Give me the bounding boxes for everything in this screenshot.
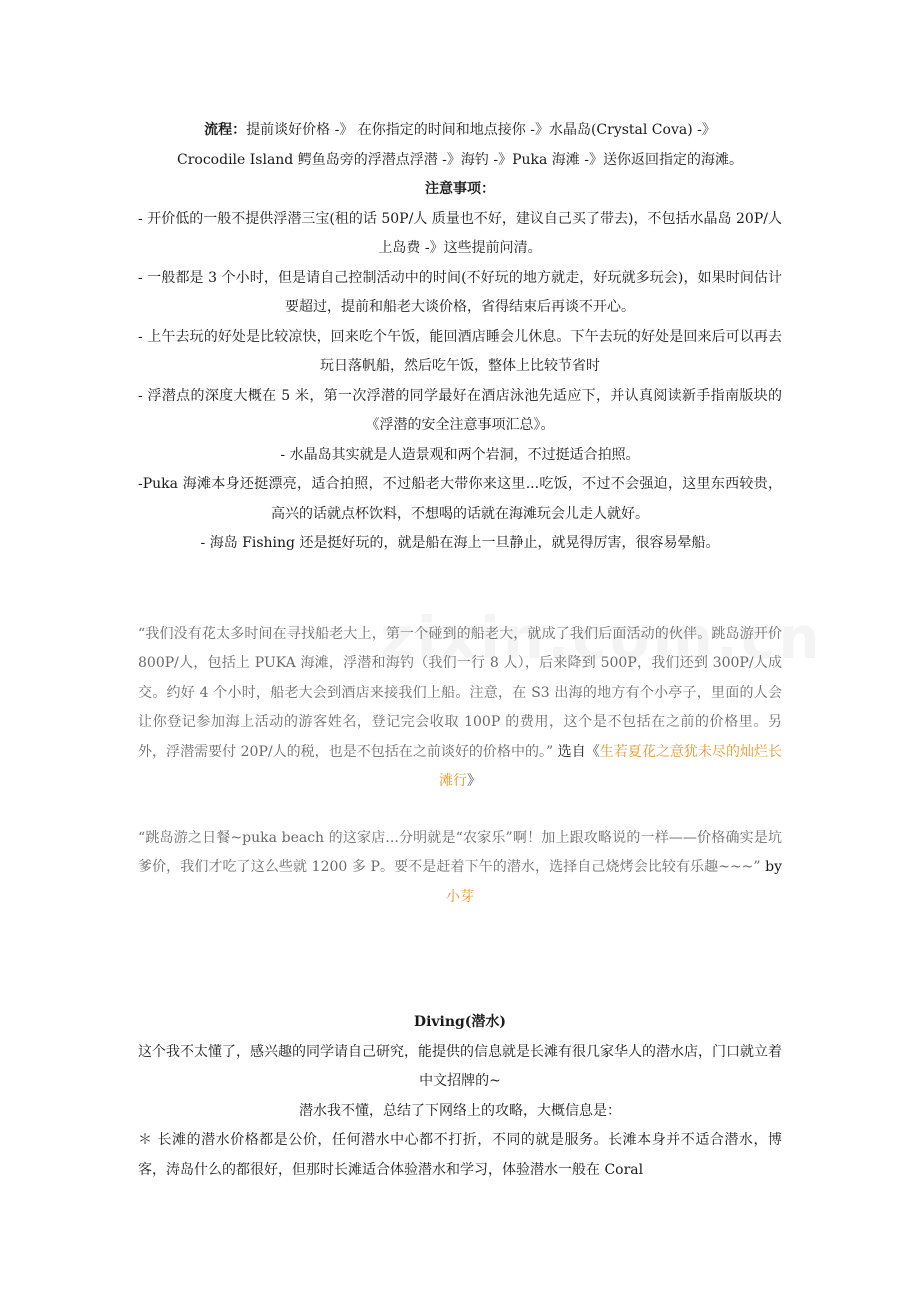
notes-heading: 注意事项：: [425, 181, 495, 197]
note-item: - 浮潜点的深度大概在 5 米，第一次浮潜的同学最好在酒店泳池先适应下，并认真阅读新手指南版块的《浮潜的安全注意事项汇总》。: [138, 387, 782, 433]
process-line-1: [138, 116, 782, 146]
document-page: [138, 116, 782, 1185]
quote-1-source-prefix: 选自《: [553, 743, 600, 760]
quote-2: [138, 824, 782, 913]
diving-paragraph-1: 这个我不太懂了，感兴趣的同学请自己研究，能提供的信息就是长滩有很几家华人的潜水店，门口就立着中文招牌的~: [138, 1043, 782, 1089]
process-text: 提前谈好价格 -》 在你指定的时间和地点接你 -》水晶岛(Crystal Cova) -》: [246, 122, 716, 138]
quote-1-source-link[interactable]: 生若夏花之意犹未尽的灿烂长滩行: [439, 743, 783, 789]
quote-1-text: “我们没有花太多时间在寻找船老大上，第一个碰到的船老大，就成了我们后面活动的伙伴。跳岛游开价 800P/人，包括上 PUKA 海滩，浮潜和海钓（我们一行 8 人），后来降到 500P，我们还到 300P/人成交。约好 4 个小时，船老大会到酒店来接我们上船。注意，在 S3 出海的地方有个小亭子，里面的人会让你登记参加海上活动的游客姓名，登记完会收取 100P 的费用，这个是不包括在之前的价格里。另外，浮潜需要付 20P/人的税，也是不包括在之前谈好的价格中的。”: [138, 625, 782, 760]
note-item: - 上午去玩的好处是比较凉快，回来吃个午饭，能回酒店睡会儿休息。下午去玩的好处是回来后可以再去玩日落帆船，然后吃午饭，整体上比较节省时: [138, 328, 782, 374]
note-item: - 水晶岛其实就是人造景观和两个岩洞，不过挺适合拍照。: [280, 446, 640, 463]
quote-2-by: by: [760, 859, 782, 875]
diving-paragraph-3: ＊ 长滩的潜水价格都是公价，任何潜水中心都不打折，不同的就是服务。长滩本身并不适合潜水，博客，涛岛什么的都很好，但那时长滩适合体验潜水和学习，体验潜水一般在 Coral: [138, 1132, 782, 1178]
note-item: - 海岛 Fishing 还是挺好玩的，就是船在海上一旦静止，就晃得厉害，很容易晕船。: [200, 535, 720, 551]
note-item: -Puka 海滩本身还挺漂亮，适合拍照，不过船老大带你来这里...吃饭，不过不会强迫，这里东西较贵，高兴的话就点杯饮料，不想喝的话就在海滩玩会儿走人就好。: [138, 476, 782, 522]
quote-2-text: “跳岛游之日餐~puka beach 的这家店...分明就是“农家乐”啊！加上跟攻略说的一样——价格确实是坑爹价，我们才吃了这么些就 1200 多 P。要不是赶着下午的潜水，选择自己烧烤会比较有乐趣~~~”: [138, 829, 782, 875]
process-label: 流程：: [204, 122, 247, 138]
quote-1-source-suffix: 》: [467, 773, 481, 789]
quote-2-author-link[interactable]: 小芽: [446, 888, 474, 905]
process-line-2: Crocodile Island 鳄鱼岛旁的浮潜点浮潜 -》海钓 -》Puka 海滩 -》送你返回指定的海滩。: [177, 151, 743, 168]
diving-paragraph-2: 潜水我不懂，总结了下网络上的攻略，大概信息是：: [299, 1102, 621, 1119]
note-item: - 开价低的一般不提供浮潜三宝(租的话 50P/人 质量也不好，建议自己买了带去)，不包括水晶岛 20P/人上岛费 -》这些提前问清。: [138, 210, 782, 256]
quote-1: [138, 620, 782, 797]
diving-heading: Diving(潜水): [413, 1014, 507, 1030]
note-item: - 一般都是 3 个小时，但是请自己控制活动中的时间(不好玩的地方就走，好玩就多玩会)，如果时间估计要超过，提前和船老大谈价格，省得结束后再谈不开心。: [138, 269, 782, 315]
